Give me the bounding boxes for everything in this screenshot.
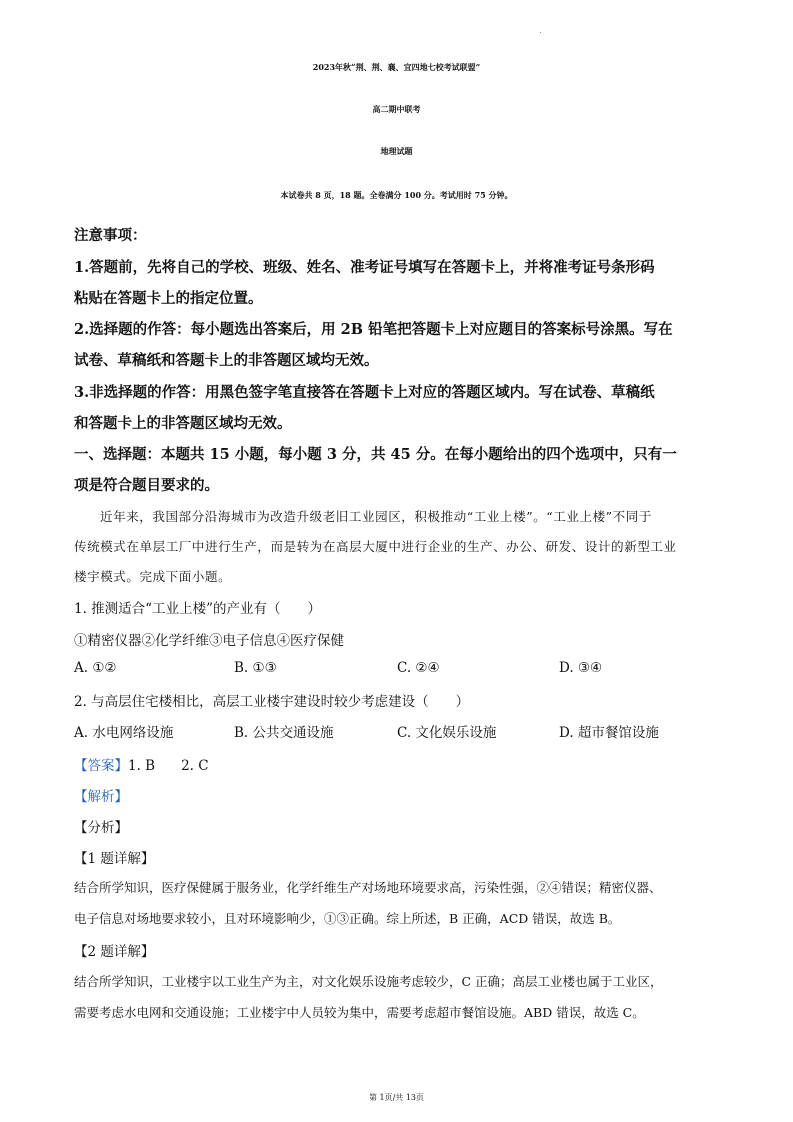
page-footer: 第 1页/共 13页 — [368, 1093, 425, 1102]
exam-info: 本试卷共 8 页，18 题。全卷满分 100 分。考试用时 75 分钟。 — [280, 190, 513, 200]
detail-1-line-2: 电子信息对场地要求较小，且对环境影响少，①③正确。综上所述，B 正确，ACD 错误，故选 B。 — [74, 911, 621, 926]
section-heading-b: 项是符合题目要求的。 — [74, 477, 219, 494]
notice-line-2a: 2.选择题的作答：每小题选出答案后，用 2B 铅笔把答题卡上对应题目的答案标号涂黑。写在 — [74, 321, 673, 338]
exam-title: 2023年秋“荆、荆、襄、宜四地七校考试联盟” — [312, 62, 481, 72]
detail-1-heading: 【1 题详解】 — [74, 851, 155, 867]
detail-2-heading: 【2 题详解】 — [74, 944, 155, 960]
notice-line-3a: 3.非选择题的作答：用黑色签字笔直接答在答题卡上对应的答题区域内。写在试卷、草稿纸 — [74, 384, 655, 401]
exam-subject: 地理试题 — [380, 146, 413, 156]
passage-line-1: 近年来，我国部分沿海城市为改造升级老旧工业园区，积极推动“工业上楼”。“工业上楼”不同于 — [100, 509, 652, 524]
scan-speck — [540, 32, 541, 33]
fenxi-tag: 【分析】 — [74, 820, 128, 836]
q1-option-c: C. ②④ — [397, 660, 440, 676]
detail-2-line-1: 结合所学知识，工业楼宇以工业生产为主，对文化娱乐设施考虑较少，C 正确；高层工业楼也属于工业区， — [74, 974, 663, 989]
q1-option-d: D. ③④ — [559, 660, 603, 676]
detail-1-line-1: 结合所学知识，医疗保健属于服务业，化学纤维生产对场地环境要求高，污染性强，②④错误；精密仪器、 — [74, 880, 662, 895]
analysis-tag: 【解析】 — [74, 789, 128, 805]
detail-2-line-2: 需要考虑水电网和交通设施；工业楼宇中人员较为集中，需要考虑超市餐馆设施。ABD 错误，故选 C。 — [74, 1005, 645, 1020]
question-1-items: ①精密仪器②化学纤维③电子信息④医疗保健 — [74, 633, 344, 649]
exam-subtitle: 高二期中联考 — [372, 104, 421, 114]
q1-option-b: B. ①③ — [234, 660, 277, 676]
answer-line — [74, 754, 209, 774]
notice-line-1b: 粘贴在答题卡上的指定位置。 — [74, 290, 263, 307]
passage-line-2: 传统模式在单层工厂中进行生产，而是转为在高层大厦中进行企业的生产、办公、研发、设计的新型工业 — [74, 539, 677, 554]
notice-line-1a: 1.答题前，先将自己的学校、班级、姓名、准考证号填写在答题卡上，并将准考证号条形码 — [74, 259, 655, 276]
notice-heading: 注意事项： — [74, 227, 147, 244]
answer-2: 2. C — [181, 758, 209, 774]
notice-line-3b: 和答题卡上的非答题区域均无效。 — [74, 415, 292, 432]
section-heading-a: 一、选择题：本题共 15 小题，每小题 3 分，共 45 分。在每小题给出的四个选项中，只有一 — [74, 446, 677, 463]
passage-line-3: 楼宇模式。完成下面小题。 — [74, 569, 232, 584]
answer-tag: 【答案】 — [74, 758, 128, 774]
notice-line-2b: 试卷、草稿纸和答题卡上的非答题区域均无效。 — [74, 352, 379, 369]
q1-option-a: A. ①② — [74, 660, 117, 676]
q2-option-d: D. 超市餐馆设施 — [559, 725, 659, 741]
question-2-stem: 2. 与高层住宅楼相比，高层工业楼宇建设时较少考虑建设（ ） — [74, 694, 470, 710]
q2-option-a: A. 水电网络设施 — [74, 725, 174, 741]
q2-option-b: B. 公共交通设施 — [234, 725, 334, 741]
question-1-stem: 1. 推测适合“工业上楼”的产业有（ ） — [74, 601, 321, 617]
q2-option-c: C. 文化娱乐设施 — [397, 725, 497, 741]
answer-1: 1. B — [128, 758, 156, 774]
